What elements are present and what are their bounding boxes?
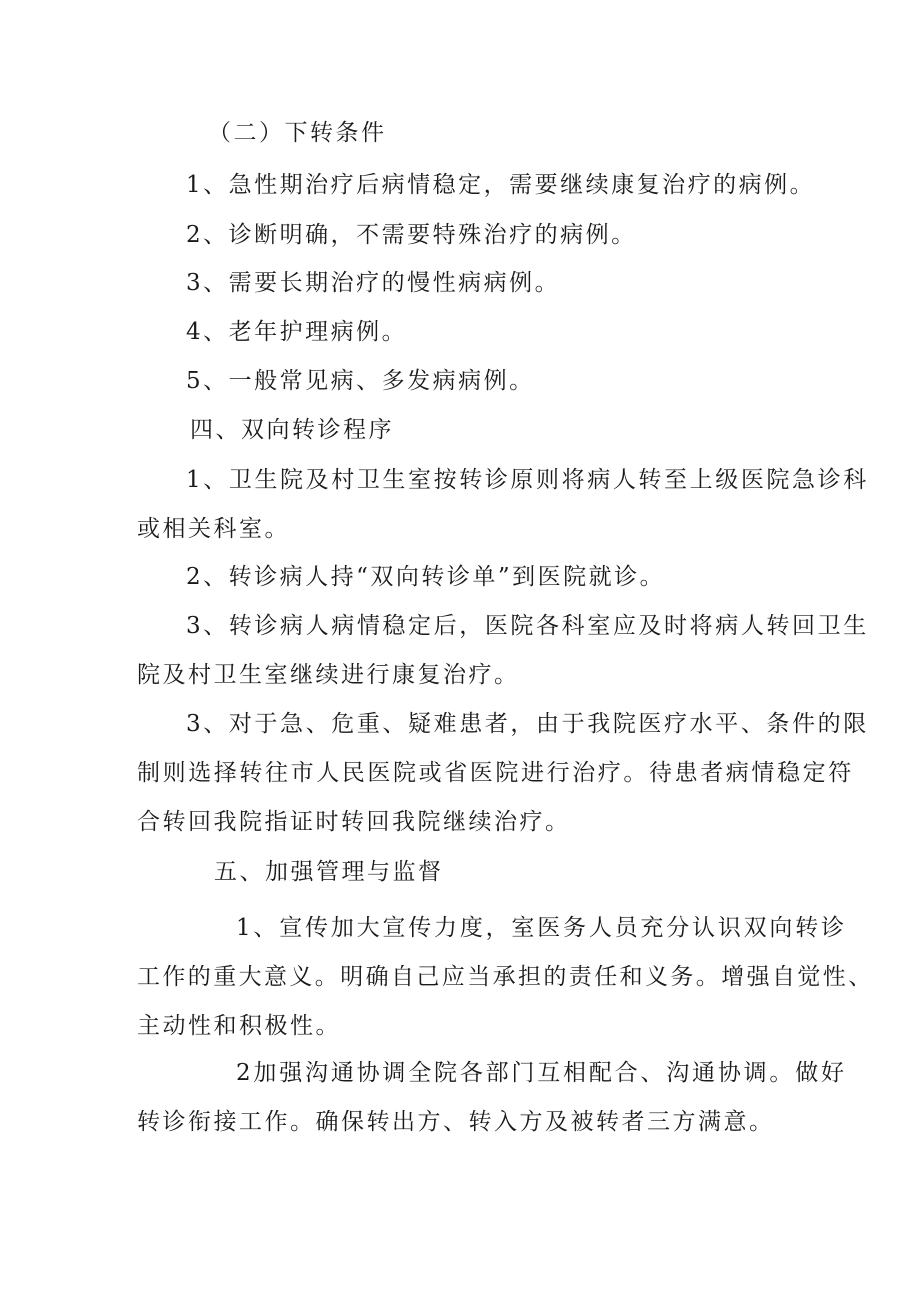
procedure-paragraph-3-line-2: 院及村卫生室继续进行康复治疗。 [137, 662, 520, 688]
list-item-down-condition-2: 2、诊断明确，不需要特殊治疗的病例。 [186, 222, 637, 248]
list-item-down-condition-4: 4、老年护理病例。 [186, 319, 408, 345]
procedure-paragraph-2-line-1: 2、转诊病人持“双向转诊单”到医院就诊。 [186, 564, 666, 590]
procedure-paragraph-1-line-1: 1、卫生院及村卫生室按转诊原则将病人转至上级医院急诊科 [186, 467, 869, 493]
procedure-paragraph-4-line-3: 合转回我院指证时转回我院继续治疗。 [137, 809, 571, 835]
management-paragraph-2-line-2: 转诊衔接工作。确保转出方、转入方及被转者三方满意。 [137, 1109, 775, 1135]
section-heading-down-conditions: （二）下转条件 [208, 120, 387, 146]
list-item-down-condition-3: 3、需要长期治疗的慢性病病例。 [186, 270, 561, 296]
list-item-down-condition-1: 1、急性期治疗后病情稳定，需要继续康复治疗的病例。 [186, 172, 816, 198]
management-paragraph-1-line-3: 主动性和积极性。 [137, 1013, 341, 1039]
section-heading-referral-procedure: 四、双向转诊程序 [190, 417, 394, 443]
management-paragraph-1-line-2: 工作的重大意义。明确自己应当承担的责任和义务。增强自觉性、 [137, 964, 874, 990]
management-paragraph-2-line-1: 2加强沟通协调全院各部门互相配合、沟通协调。做好 [236, 1060, 847, 1086]
section-heading-management-supervision: 五、加强管理与监督 [214, 859, 444, 885]
procedure-paragraph-1-line-2: 或相关科室。 [137, 516, 290, 542]
management-paragraph-1-line-1: 1、宣传加大宣传力度，室医务人员充分认识双向转诊 [236, 915, 847, 941]
procedure-paragraph-4-line-1: 3、对于急、危重、疑难患者，由于我院医疗水平、条件的限 [186, 711, 869, 737]
procedure-paragraph-4-line-2: 制则选择转往市人民医院或省医院进行治疗。待患者病情稳定符 [137, 760, 854, 786]
list-item-down-condition-5: 5、一般常见病、多发病病例。 [186, 368, 535, 394]
procedure-paragraph-3-line-1: 3、转诊病人病情稳定后，医院各科室应及时将病人转回卫生 [186, 613, 869, 639]
